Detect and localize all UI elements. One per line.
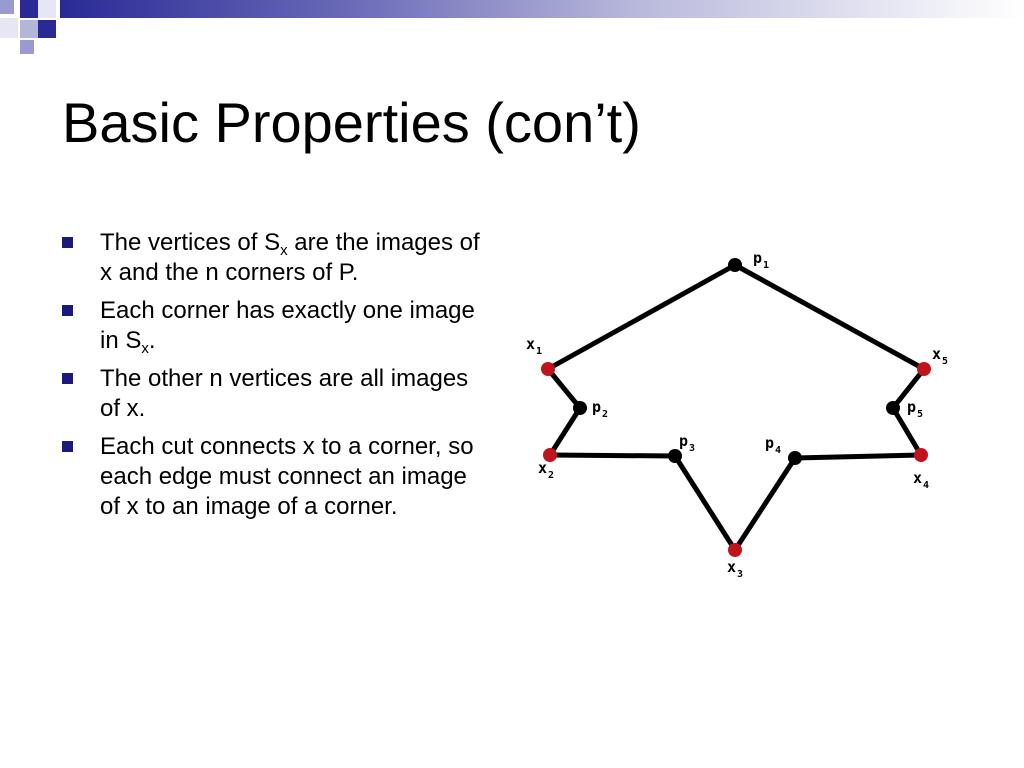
edge-p1-x5 bbox=[735, 265, 924, 369]
node-x4 bbox=[914, 448, 928, 462]
node-label-p4: $p_4$ bbox=[765, 434, 782, 456]
node-p3 bbox=[668, 449, 682, 463]
bullet-list bbox=[62, 228, 482, 530]
node-p2 bbox=[573, 401, 587, 415]
node-x3 bbox=[728, 543, 742, 557]
node-p5 bbox=[886, 401, 900, 415]
edge-p3-x3 bbox=[675, 456, 735, 550]
node-x1 bbox=[541, 362, 555, 376]
node-label-x3: $x_3$ bbox=[727, 558, 744, 580]
star-unfolding-diagram bbox=[500, 230, 1000, 600]
node-label-x4: $x_4$ bbox=[913, 469, 930, 491]
bullet-text: Each cut connects x to a corner, so each edge must connect an image of x to an image of a corner. bbox=[100, 433, 474, 520]
node-x5 bbox=[917, 362, 931, 376]
square-bullet-icon bbox=[62, 237, 73, 248]
node-p4 bbox=[788, 451, 802, 465]
slide-title: Basic Properties (con’t) bbox=[62, 91, 641, 154]
edge-x1-p1 bbox=[548, 265, 735, 369]
diagram-labels bbox=[526, 249, 948, 580]
square-bullet-icon bbox=[62, 305, 73, 316]
node-label-p5: $p_5$ bbox=[907, 398, 924, 420]
bullet-item bbox=[62, 296, 482, 356]
header-gradient-bar bbox=[60, 0, 1024, 18]
bullet-text: The other n vertices are all images of x. bbox=[100, 365, 469, 422]
node-label-x5: $x_5$ bbox=[932, 345, 949, 367]
node-p1 bbox=[728, 258, 742, 272]
bullet-item bbox=[62, 432, 482, 522]
edge-x1-p2 bbox=[548, 369, 580, 408]
edge-p4-x4 bbox=[795, 455, 921, 458]
bullet-text: Each corner has exactly one image in $S_x$. bbox=[100, 297, 475, 357]
bullet-item bbox=[62, 364, 482, 424]
node-label-p2: $p_2$ bbox=[592, 398, 609, 420]
edge-x3-p4 bbox=[735, 458, 795, 550]
square-bullet-icon bbox=[62, 373, 73, 384]
bullet-text: The vertices of $S_x$ are the images of x and the n corners of P. bbox=[100, 229, 480, 286]
edge-p2-x2 bbox=[550, 408, 580, 455]
edge-x2-p3 bbox=[550, 455, 675, 456]
node-label-x2: $x_2$ bbox=[538, 459, 555, 481]
diagram-edges bbox=[548, 265, 924, 550]
square-bullet-icon bbox=[62, 441, 73, 452]
bullet-item bbox=[62, 228, 482, 288]
node-label-p1: $p_1$ bbox=[753, 249, 770, 271]
node-label-x1: $x_1$ bbox=[526, 335, 543, 357]
node-label-p3: $p_3$ bbox=[679, 432, 696, 454]
